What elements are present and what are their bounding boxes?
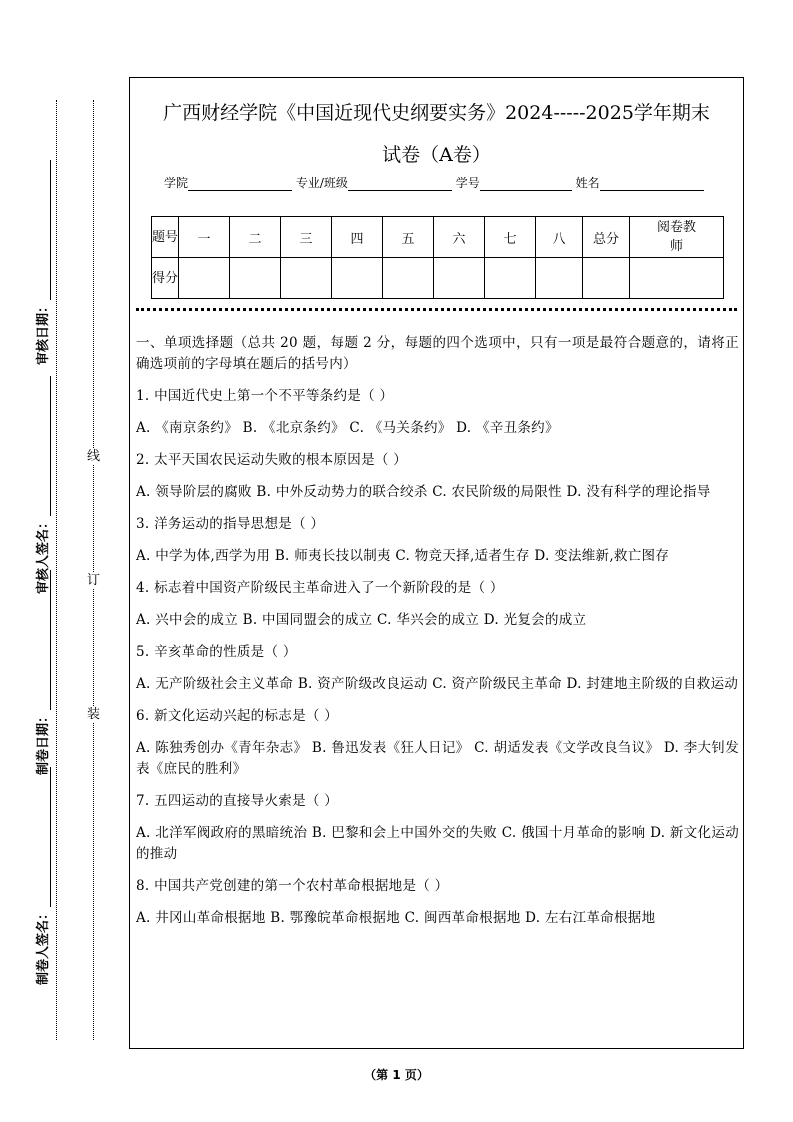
- binding-dotted-line-inner: [93, 100, 94, 1040]
- question-options: A. 兴中会的成立 B. 中国同盟会的成立 C. 华兴会的成立 D. 光复会的成立: [136, 612, 587, 628]
- question-stem: 3. 洋务运动的指导思想是（ ）: [136, 516, 325, 532]
- maker-sign-line: [38, 767, 51, 907]
- question-stem: 7. 五四运动的直接导火索是（ ）: [136, 793, 339, 809]
- score-cell-8[interactable]: [536, 258, 583, 299]
- review-date-field[interactable]: [32, 160, 51, 365]
- name-label: 姓名: [575, 176, 600, 190]
- maker-sign-field[interactable]: [32, 767, 51, 985]
- score-cell-total[interactable]: [583, 258, 630, 299]
- binding-char-ding: 订: [87, 573, 101, 588]
- col-7: 七: [485, 217, 536, 258]
- name-input[interactable]: [600, 178, 704, 191]
- binding-dotted-line-outer: [56, 100, 57, 1040]
- question-options: A. 井冈山革命根据地 B. 鄂豫皖革命根据地 C. 闽西革命根据地 D. 左右江革命根据地: [136, 910, 656, 926]
- review-date-line: [38, 160, 51, 300]
- student-id-label: 学号: [455, 176, 480, 190]
- score-cell-7[interactable]: [485, 258, 536, 299]
- score-label: 得分: [152, 258, 179, 299]
- question-stem: 4. 标志着中国资产阶级民主革命进入了一个新阶段的是（ ）: [136, 580, 504, 596]
- major-input[interactable]: [348, 178, 452, 191]
- student-info-row: [164, 174, 704, 191]
- make-date-line: [38, 570, 51, 710]
- question-stem: 5. 辛亥革命的性质是（ ）: [136, 644, 297, 660]
- score-cell-grader[interactable]: [630, 258, 724, 299]
- exam-title: [130, 92, 743, 176]
- binding-char-xian: 线: [87, 449, 101, 464]
- dotted-separator: [136, 308, 737, 311]
- score-table-header-row: [152, 217, 724, 258]
- maker-sign-label: 制卷人签名：: [36, 906, 51, 985]
- exam-frame: [129, 77, 744, 1049]
- col-total: 总分: [583, 217, 630, 258]
- score-cell-4[interactable]: [332, 258, 383, 299]
- college-input[interactable]: [188, 178, 292, 191]
- major-label: 专业/班级: [295, 176, 348, 190]
- score-cell-1[interactable]: [179, 258, 230, 299]
- col-3: 三: [281, 217, 332, 258]
- college-label: 学院: [164, 176, 189, 190]
- question-options: A. 中学为体,西学为用 B. 师夷长技以制夷 C. 物竞天择,适者生存 D. 变法维新,救亡图存: [136, 548, 670, 564]
- score-cell-2[interactable]: [230, 258, 281, 299]
- col-8: 八: [536, 217, 583, 258]
- make-date-field[interactable]: [32, 570, 51, 775]
- col-grader: [630, 217, 724, 258]
- section-1: [136, 333, 739, 940]
- reviewer-sign-line: [38, 376, 51, 516]
- col-1: 一: [179, 217, 230, 258]
- col-grader-label: 阅卷教师: [656, 220, 696, 254]
- col-2: 二: [230, 217, 281, 258]
- question-options: A. 无产阶级社会主义革命 B. 资产阶级改良运动 C. 资产阶级民主革命 D. 封建地主阶级的自救运动: [136, 676, 739, 692]
- score-cell-5[interactable]: [383, 258, 434, 299]
- binding-char-zhuang: 装: [87, 707, 101, 722]
- col-4: 四: [332, 217, 383, 258]
- question-options: A. 陈独秀创办《青年杂志》 B. 鲁迅发表《狂人日记》 C. 胡适发表《文学改良刍议》 D. 李大钊发表《庶民的胜利》: [136, 740, 739, 777]
- make-date-label: 制卷日期：: [36, 709, 51, 775]
- score-table-score-row: [152, 258, 724, 299]
- exam-title-line1: 广西财经学院《中国近现代史纲要实务》2024-----2025学年期末: [163, 102, 710, 124]
- question-options: A. 领导阶层的腐败 B. 中外反动势力的联合绞杀 C. 农民阶级的局限性 D. 没有科学的理论指导: [136, 484, 711, 500]
- question-number-label: 题号: [152, 217, 179, 258]
- question-stem: 2. 太平天国农民运动失败的根本原因是（ ）: [136, 452, 408, 468]
- review-date-label: 审核日期：: [36, 299, 51, 365]
- question-options: A. 北洋军阀政府的黑暗统治 B. 巴黎和会上中国外交的失败 C. 俄国十月革命的影响 D. 新文化运动的推动: [136, 825, 739, 862]
- question-stem: 1. 中国近代史上第一个不平等条约是（ ）: [136, 388, 394, 404]
- reviewer-sign-label: 审核人签名：: [36, 515, 51, 594]
- col-6: 六: [434, 217, 485, 258]
- col-5: 五: [383, 217, 434, 258]
- question-stem: 6. 新文化运动兴起的标志是（ ）: [136, 708, 339, 724]
- score-table: [151, 216, 724, 299]
- page-number: （第 1 页）: [364, 1068, 429, 1082]
- score-cell-6[interactable]: [434, 258, 485, 299]
- score-cell-3[interactable]: [281, 258, 332, 299]
- exam-title-line2: 试卷（A卷）: [382, 144, 491, 166]
- section-1-heading: 一、单项选择题（总共 20 题，每题 2 分，每题的四个选项中，只有一项是最符合题意的，请将正确选项前的字母填在题后的括号内）: [136, 335, 739, 372]
- question-stem: 8. 中国共产党创建的第一个农村革命根据地是（ ）: [136, 878, 449, 894]
- reviewer-sign-field[interactable]: [32, 376, 51, 594]
- student-id-input[interactable]: [480, 178, 572, 191]
- question-options: A. 《南京条约》 B. 《北京条约》 C. 《马关条约》 D. 《辛丑条约》: [136, 420, 559, 436]
